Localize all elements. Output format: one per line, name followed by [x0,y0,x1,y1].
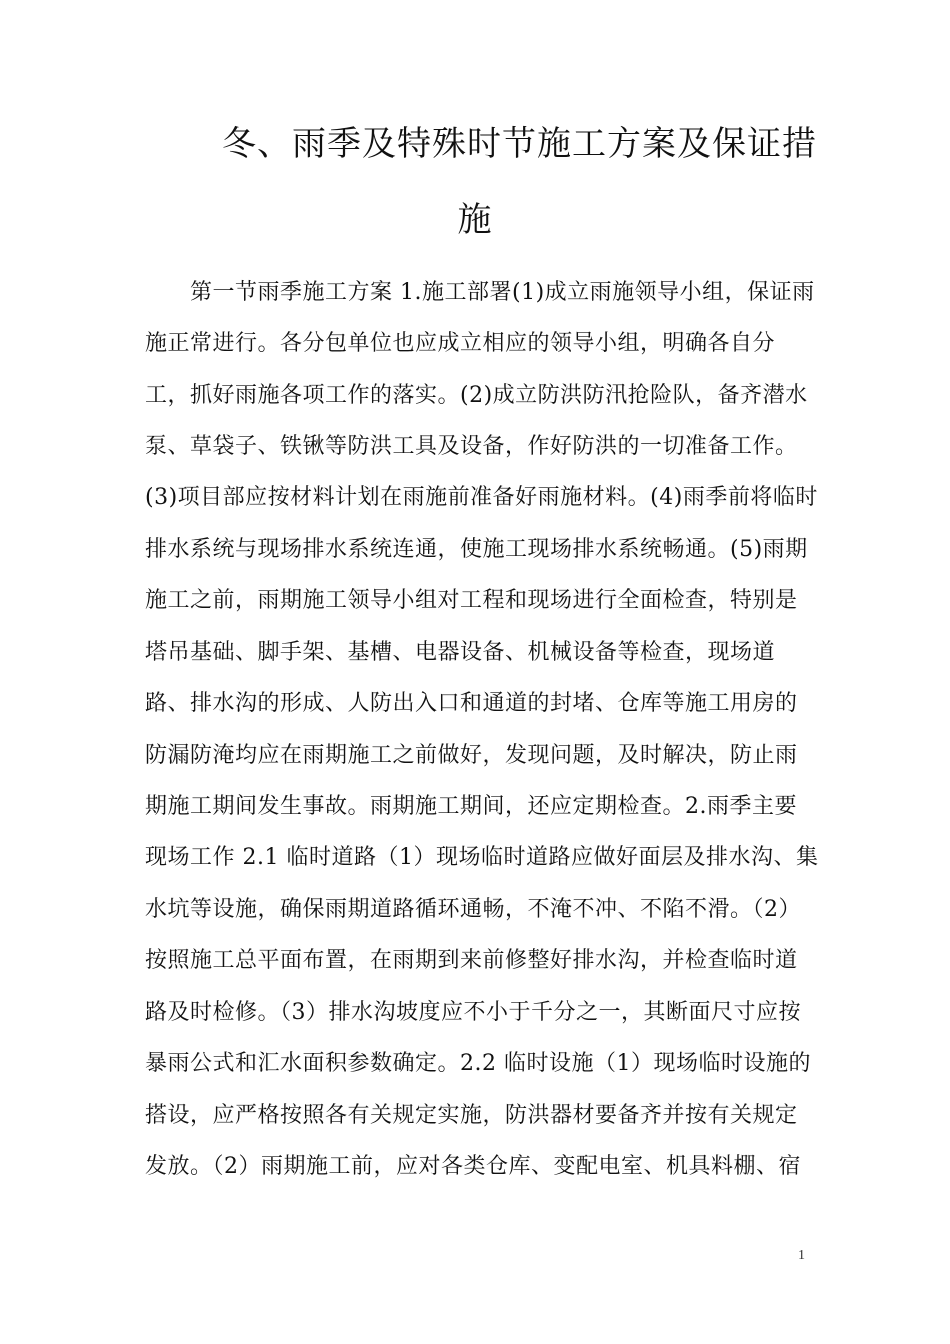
body-line: 路及时检修。（3）排水沟坡度应不小于千分之一，其断面尺寸应按 [145,1000,801,1025]
body-line: 现场工作 2.1 临时道路（1）现场临时道路应做好面层及排水沟、集 [145,845,819,870]
body-line: 工，抓好雨施各项工作的落实。(2)成立防洪防汛抢险队，备齐潜水 [145,383,808,408]
body-line: 暴雨公式和汇水面积参数确定。2.2 临时设施（1）现场临时设施的 [145,1051,811,1076]
body-line: 施正常进行。各分包单位也应成立相应的领导小组，明确各自分 [145,331,776,356]
page-number: 1 [798,1248,805,1263]
body-line: 排水系统与现场排水系统连通，使施工现场排水系统畅通。(5)雨期 [145,537,808,562]
body-line: (3)项目部应按材料计划在雨施前准备好雨施材料。(4)雨季前将临时 [145,485,818,510]
document-title-line-2: 施 [457,200,493,240]
body-line: 水坑等设施，确保雨期道路循环通畅，不淹不冲、不陷不滑。（2） [145,897,801,922]
body-line: 第一节雨季施工方案 1.施工部署(1)成立雨施领导小组，保证雨 [190,280,815,305]
body-line: 期施工期间发生事故。雨期施工期间，还应定期检查。2.雨季主要 [145,794,797,819]
body-line: 防漏防淹均应在雨期施工之前做好，发现问题，及时解决，防止雨 [145,743,798,768]
body-line: 路、排水沟的形成、人防出入口和通道的封堵、仓库等施工用房的 [145,691,798,716]
body-line: 搭设，应严格按照各有关规定实施，防洪器材要备齐并按有关规定 [145,1103,798,1128]
body-line: 泵、草袋子、铁锹等防洪工具及设备，作好防洪的一切准备工作。 [145,434,798,459]
document-title-line-1: 冬、雨季及特殊时节施工方案及保证措 [222,124,817,164]
body-line: 发放。（2）雨期施工前，应对各类仓库、变配电室、机具料棚、宿 [145,1154,801,1179]
body-line: 塔吊基础、脚手架、基槽、电器设备、机械设备等检查，现场道 [145,640,776,665]
body-line: 按照施工总平面布置，在雨期到来前修整好排水沟，并检查临时道 [145,948,798,973]
body-line: 施工之前，雨期施工领导小组对工程和现场进行全面检查，特别是 [145,588,798,613]
